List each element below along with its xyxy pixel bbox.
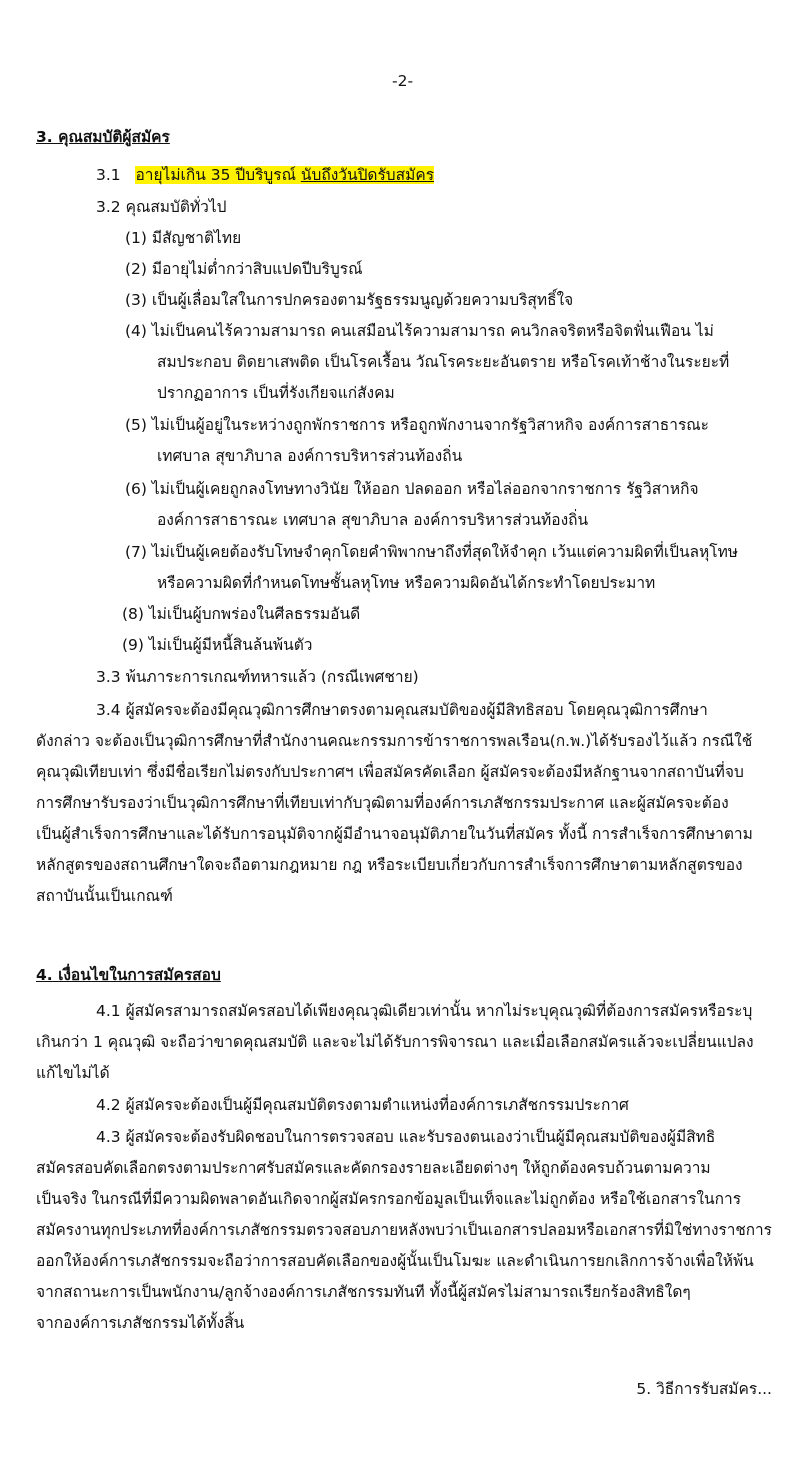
item-4-3-line: ออกให้องค์การเภสัชกรรมจะถือว่าการสอบคัดเลือกของผู้นั้นเป็นโมฆะ และดำเนินการยกเลิกการจ้างเพื่อให้พ้น <box>36 1252 754 1270</box>
item-3-4-line: ดังกล่าว จะต้องเป็นวุฒิการศึกษาที่สำนักงานคณะกรรมการข้าราชการพลเรือน(ก.พ.)ได้รับรองไว้แล้ว กรณีใช้ <box>36 732 753 750</box>
item-4-2: 4.2 ผู้สมัครจะต้องเป็นผู้มีคุณสมบัติตรงตามตำแหน่งที่องค์การเภสัชกรรมประกาศ <box>96 1096 629 1114</box>
item-4-1-line: 4.1 ผู้สมัครสามารถสมัครสอบได้เพียงคุณวุฒิเดียวเท่านั้น หากไม่ระบุคุณวุฒิที่ต้องการสมัครหรือระบุ <box>96 1002 753 1020</box>
item-3-2-line: (1) มีสัญชาติไทย <box>125 229 242 247</box>
item-3-2-heading: 3.2 คุณสมบัติทั่วไป <box>96 198 227 216</box>
item-3-2-line: (5) ไม่เป็นผู้อยู่ในระหว่างถูกพักราชการ หรือถูกพักงานจากรัฐวิสาหกิจ องค์การสาธารณะ <box>125 416 710 434</box>
item-3-2-line: หรือความผิดที่กำหนดโทษชั้นลหุโทษ หรือความผิดอันได้กระทำโดยประมาท <box>157 574 656 592</box>
item-3-2-line: (9) ไม่เป็นผู้มีหนี้สินล้นพ้นตัว <box>122 636 313 654</box>
item-4-3-line: จากองค์การเภสัชกรรมได้ทั้งสิ้น <box>36 1314 245 1332</box>
age-limit-text: อายุไม่เกิน 35 ปีบริบูรณ์ <box>135 166 296 184</box>
item-3-2-line: (7) ไม่เป็นผู้เคยต้องรับโทษจำคุกโดยคำพิพากษาถึงที่สุดให้จำคุก เว้นแต่ความผิดที่เป็นลหุโทษ <box>125 543 739 561</box>
item-3-3: 3.3 พ้นภาระการเกณฑ์ทหารแล้ว (กรณีเพศชาย) <box>96 668 419 686</box>
age-limit-highlight <box>135 166 434 184</box>
item-3-2-line: (3) เป็นผู้เลื่อมใสในการปกครองตามรัฐธรรมนูญด้วยความบริสุทธิ์ใจ <box>125 291 574 309</box>
section-4-title: 4. เงื่อนไขในการสมัครสอบ <box>36 966 221 984</box>
section-3-title: 3. คุณสมบัติผู้สมัคร <box>36 128 170 146</box>
page-number: -2- <box>392 72 414 90</box>
item-3-4-line: หลักสูตรของสถานศึกษาใดจะถือตามกฎหมาย กฎ หรือระเบียบเกี่ยวกับการสำเร็จการศึกษาตามหลักสูตรของ <box>36 856 743 874</box>
item-3-4-line: เป็นผู้สำเร็จการศึกษาและได้รับการอนุมัติจากผู้มีอำนาจอนุมัติภายในวันที่สมัคร ทั้งนี้ การสำเร็จการศึกษาตาม <box>36 825 753 843</box>
item-3-1 <box>96 164 434 186</box>
item-4-3-line: สมัครงานทุกประเภทที่องค์การเภสัชกรรมตรวจสอบภายหลังพบว่าเป็นเอกสารปลอมหรือเอกสารที่มิใช่ทางราชการ <box>36 1221 772 1239</box>
item-3-2-line: (6) ไม่เป็นผู้เคยถูกลงโทษทางวินัย ให้ออก ปลดออก หรือไล่ออกจากราชการ รัฐวิสาหกิจ <box>125 480 699 498</box>
item-4-1-line: เกินกว่า 1 คุณวุฒิ จะถือว่าขาดคุณสมบัติ และจะไม่ได้รับการพิจารณา และเมื่อเลือกสมัครแล้วจะเปลี่ยนแปลง <box>36 1033 754 1051</box>
item-3-4-line: คุณวุฒิเทียบเท่า ซึ่งมีชื่อเรียกไม่ตรงกับประกาศฯ เพื่อสมัครคัดเลือก ผู้สมัครจะต้องมีหลักฐานจากสถาบันที่จบ <box>36 763 744 781</box>
item-3-4-line: สถาบันนั้นเป็นเกณฑ์ <box>36 887 173 905</box>
item-3-4-line: การศึกษารับรองว่าเป็นวุฒิการศึกษาที่เทียบเท่ากับวุฒิตามที่องค์การเภสัชกรรมประกาศ และผู้สมัครจะต้อง <box>36 794 729 812</box>
continuation-note: 5. วิธีการรับสมัคร... <box>636 1380 772 1398</box>
item-4-3-line: สมัครสอบคัดเลือกตรงตามประกาศรับสมัครและคัดกรองรายละเอียดต่างๆ ให้ถูกต้องครบถ้วนตามความ <box>36 1159 711 1177</box>
item-3-1-number: 3.1 <box>96 166 121 184</box>
item-3-2-line: (8) ไม่เป็นผู้บกพร่องในศีลธรรมอันดี <box>122 605 361 623</box>
item-3-2-line: ปรากฏอาการ เป็นที่รังเกียจแก่สังคม <box>157 384 395 402</box>
item-4-3-line: จากสถานะการเป็นพนักงาน/ลูกจ้างองค์การเภสัชกรรมทันที ทั้งนี้ผู้สมัครไม่สามารถเรียกร้องสิทธิใดๆ <box>36 1283 691 1301</box>
item-4-1-line: แก้ไขไม่ได้ <box>36 1064 110 1082</box>
item-3-2-line: องค์การสาธารณะ เทศบาล สุขาภิบาล องค์การบริหารส่วนท้องถิ่น <box>157 511 589 529</box>
item-3-4-line: 3.4 ผู้สมัครจะต้องมีคุณวุฒิการศึกษาตรงตามคุณสมบัติของผู้มีสิทธิสอบ โดยคุณวุฒิการศึกษา <box>96 701 708 719</box>
item-4-3-line: เป็นจริง ในกรณีที่มีความผิดพลาดอันเกิดจากผู้สมัครกรอกข้อมูลเป็นเท็จและไม่ถูกต้อง หรือใช้เอกสารในการ <box>36 1190 742 1208</box>
item-3-2-line: (2) มีอายุไม่ต่ำกว่าสิบแปดปีบริบูรณ์ <box>125 260 363 278</box>
item-4-3-line: 4.3 ผู้สมัครจะต้องรับผิดชอบในการตรวจสอบ และรับรองตนเองว่าเป็นผู้มีคุณสมบัติของผู้มีสิทธิ <box>96 1128 716 1146</box>
item-3-2-line: เทศบาล สุขาภิบาล องค์การบริหารส่วนท้องถิ่น <box>157 447 463 465</box>
item-3-2-line: (4) ไม่เป็นคนไร้ความสามารถ คนเสมือนไร้ความสามารถ คนวิกลจริตหรือจิตฟั่นเฟือน ไม่ <box>125 322 714 340</box>
item-3-2-line: สมประกอบ ติดยาเสพติด เป็นโรคเรื้อน วัณโรคระยะอันตราย หรือโรคเท้าช้างในระยะที่ <box>157 353 730 371</box>
cutoff-text: นับถึงวันปิดรับสมัคร <box>300 166 435 184</box>
